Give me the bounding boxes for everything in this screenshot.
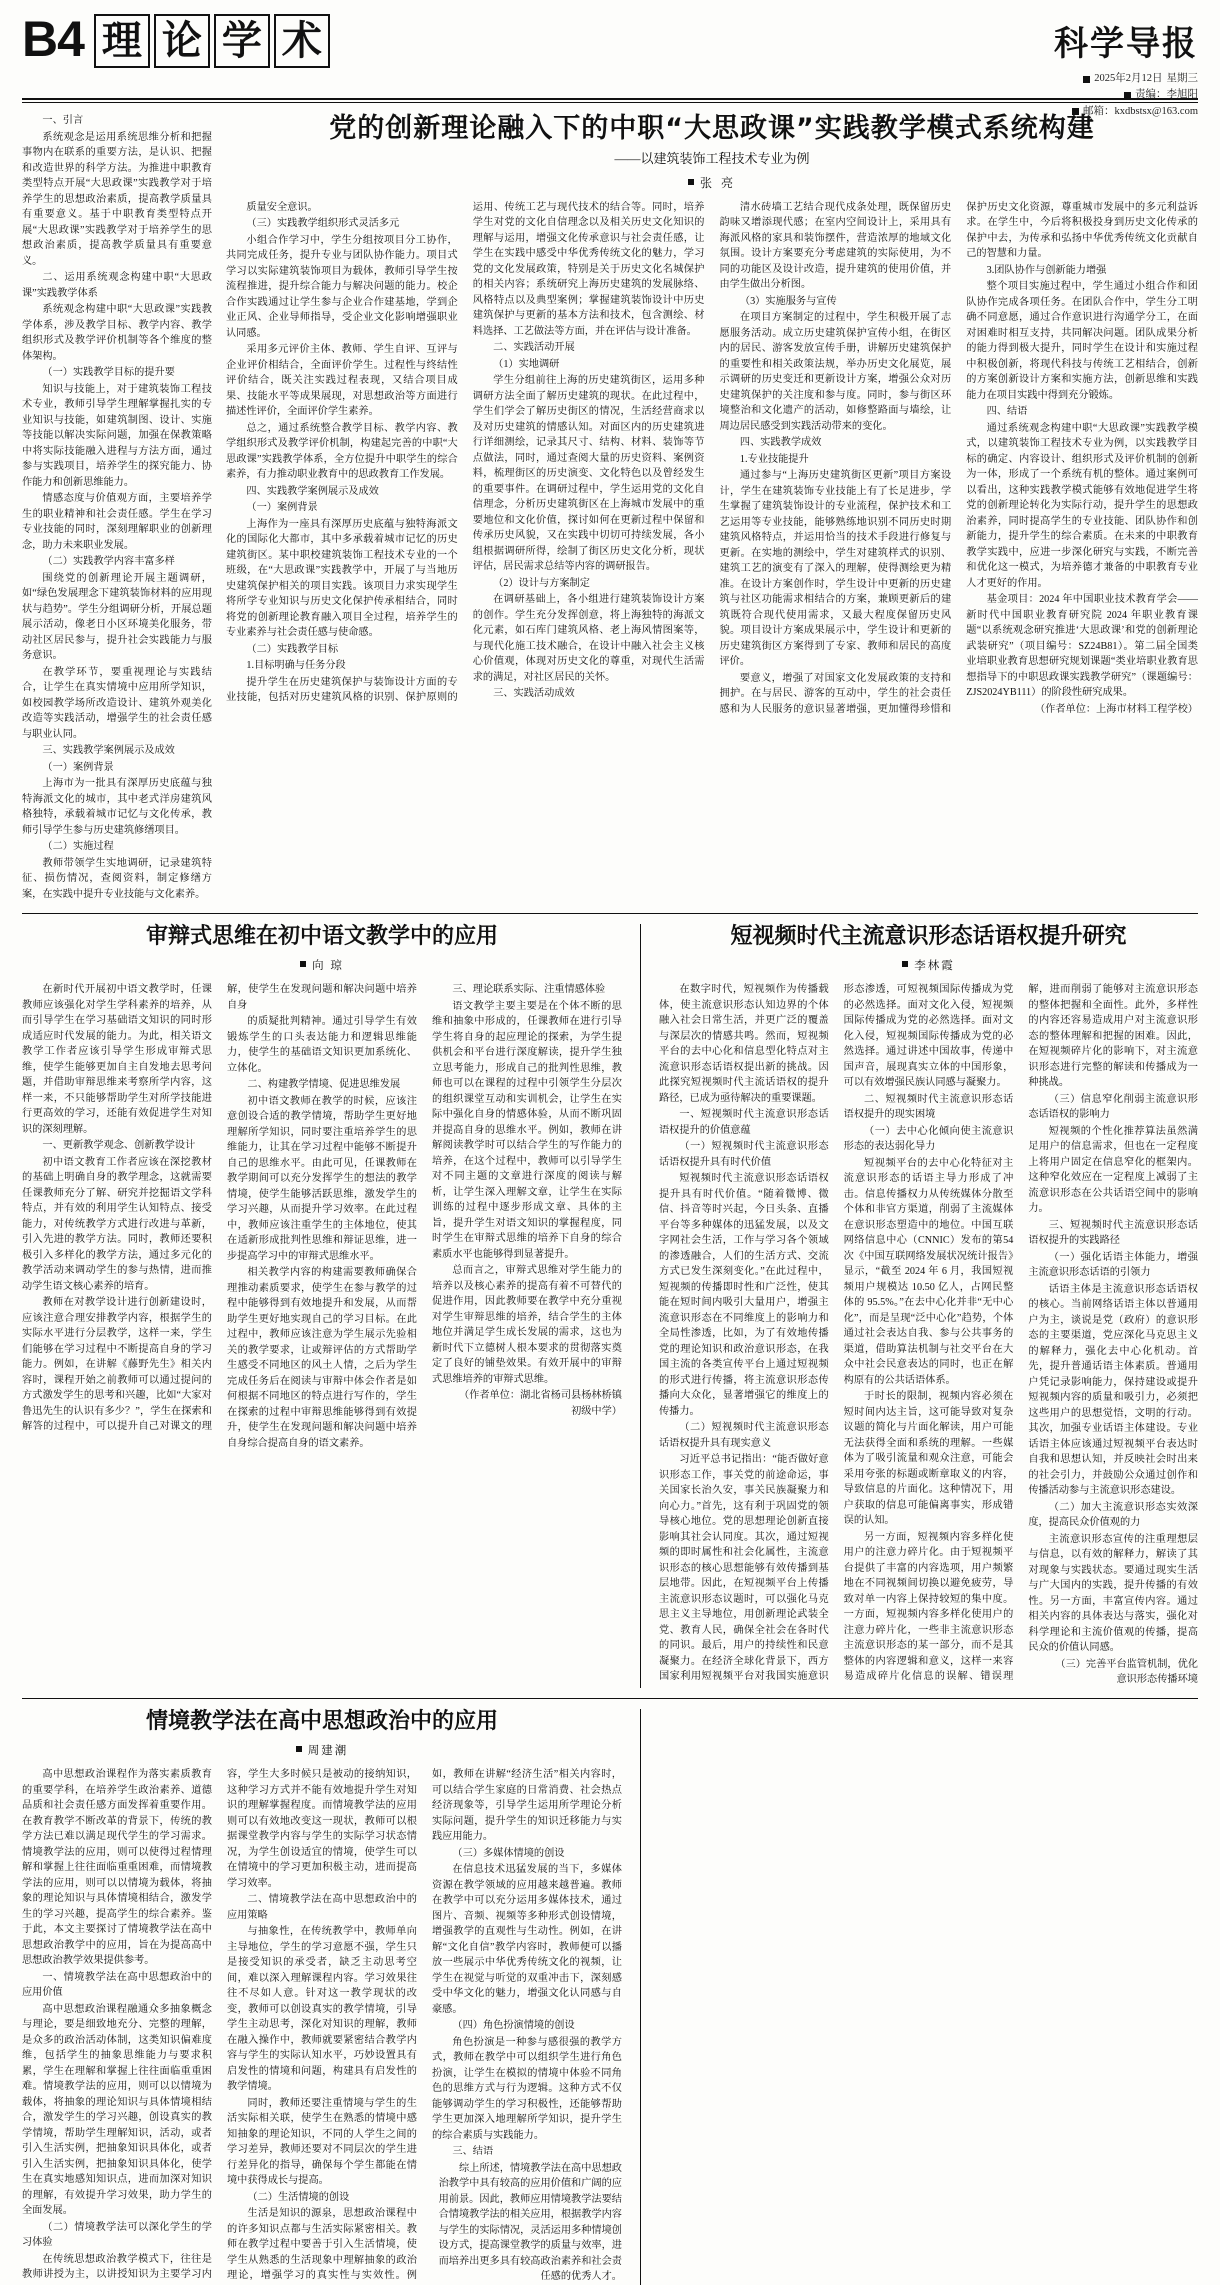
paragraph: 一、情境教学法在高中思想政治中的应用价值 [22, 1971, 212, 1999]
masthead-right [1054, 14, 1198, 120]
paragraph: 通过系统观念构建中职“大思政课”实践教学模式，以建筑装饰工程技术专业为例，以实践教学目标的确定、内容设计、组织形式及评价机制的创新为一体，形成了一个系统有机的整体。通过案例可以看出，这种实践教学模式能够有效地促进学生将党的创新理论转化为实际行动，提升学生的思想政治素养，同时提高学生的专业技能、团队协作和创新能力，提升学生的综合素质。在未来的中职教育教学实践中，应进一步深化研究与实践，不断完善和优化这一模式，为培养德才兼备的中职教育专业人才更好的作用。 [966, 422, 1198, 589]
paragraph: 短视频平台的去中心化特征对主流意识形态的话语主导力形成了冲击。信息传播权力从传统媒体分散至个体和非官方渠道，削弱了主流媒体在意识形态塑造中的地位。中国互联网络信息中心（CNNIC）发布的第54次《中国互联网络发展状况统计报告》显示，“截至 2024 年 6 月，我国短视频用户规模达 10.50 亿人，占网民整体的 95.5%。”在去中心化并非“无中心化”，而是呈现“泛中心化”趋势，个体通过社会表达自我、参与公共事务的渠道，借助算法机制与社交平台在大众中社会民意表达的同时，也正在解构原有的公共话语体系。 [843, 1157, 1014, 1386]
mid-row [22, 924, 1198, 1688]
masthead-rule-thick [22, 98, 1198, 100]
paragraph: （一）实践教学目标的提升要 [42, 367, 175, 378]
paragraph: 三、实践活动成效 [493, 688, 575, 700]
bullet-icon [1124, 92, 1131, 99]
paragraph: 知识与技能上，对于建筑装饰工程技术专业，教师引导学生理解掌握扎实的专业知识与技能，如建筑制图、设计、实施等技能以解决实际问题，加强在保教策略中将实际技能融入进程与方法方面，通过参与实践项目，培养学生的探究能力、协作能力和创新思维能力。 [22, 383, 212, 488]
paragraph: 基金项目：2024 年中国职业技术教育学会——新时代中国职业教育研究院 2024 年职业教育课题“以系统观念研究推进‘大思政课’和党的创新理论武装研究”（项目编号：SZ24B81）。第二届全国类业培职业教育思想研究规划课题“类业培职业教育思想指导下的中职思政课实践教学研究”（课题编号：ZJS2024YB111）的阶段性研究成果。 [966, 594, 1198, 699]
paragraph: 围绕党的创新理论开展主题调研，如“绿色发展理念下建筑装饰材料的应用现状与趋势”。学生分组调研分析，开展总题展示活动，像老日小区环境美化服务，带动社区居民参与，提升社会实践能力与服务意识。 [22, 572, 212, 661]
lead-left-column [22, 113, 212, 903]
paragraph: 高中思想政治课程融通众多抽象概念与理论，要是细致地充分、完整的理解，是众多的政治活动体制，这类知识偏难度维，包括学生的抽象思维能力与要求积累，学生在理解和掌握上往往面临重重困难。情境教学法的应用，则可以以情境为载体，将抽象的理论知识与具体情境相结合，激发学生的学习兴趣，创设真实的教学情境，帮助学生理解知识，活动，或者引入生活实例，把抽象知识具体化，或者引入生活实例，把抽象知识具体化，使学生在真实地感知知识点，进而加深对知识的理解，有效提升学习效果，助力学生的全面发展。 [22, 2003, 212, 2217]
article2-byline [22, 957, 622, 973]
paragraph: （二）实践教学目标 [246, 643, 339, 655]
paragraph: 系统观念构建中职“大思政课”实践教学体系，涉及教学目标、教学内容、教学组织形式及教学评价机制等各个维度的整体架构。 [22, 304, 212, 362]
masthead-editor-row [1054, 87, 1198, 103]
page-number: B4 [22, 11, 84, 67]
editor-label: 责编：李旭阳 [1135, 89, 1198, 101]
article4-headline: 情境教学法在高中思想政治中的应用 [145, 1708, 498, 1734]
paragraph: 语文教学主要主要是在个体不断的思维和抽象中形成的，任课教师在进行引导学生将自身的起应理论的探索，为学生提供机会和平台进行深度解读，提升学生独立思考能力，形成自己的批判性思维，教师也可以在课程的过程中引领学生分层次的组织课堂互动和实训机会，让学生在实际中强化自身的情感体验，从而不断巩固并提高自身的思维水平。例如，教师在讲解阅读教学时可以结合学生的写作能力的培养，在这个过程中，教师可以引导学生对不同主题的文章进行深度的阅读与解析，让学生深入理解文章，让学生在实际训练的过程中逐步形成文章、具体的主旨，提升学生对语文知识的掌握程度，同时学生在审辩式思维的培养下自身的综合素质水平也能够得到显著提升。 [432, 1000, 622, 1260]
lead-body [226, 200, 1198, 718]
lead-affiliation: （作者单位：上海市材料工程学校） [1035, 703, 1198, 715]
paragraph: 短视频的个性化推荐算法虽然满足用户的信息需求，但也在一定程度上将用户固定在信息窄化的框架内。这种窄化效应在一定程度上减弱了主流意识形态在公共话语空间中的影响力。 [1028, 1125, 1198, 1215]
paragraph: （二）加大主流意识形态实效深度，提高民众价值观的力 [1028, 1501, 1198, 1529]
paragraph: （二）实施过程 [42, 841, 114, 852]
paragraph: 二、短视频时代主流意识形态话语权提升的现实困境 [843, 1093, 1014, 1121]
lead-subhead: ——以建筑装饰工程技术专业为例 [614, 151, 810, 167]
article3-headline: 短视频时代主流意识形态话语权提升研究 [730, 924, 1127, 949]
article2-body [22, 982, 622, 1451]
paragraph: 系统观念是运用系统思维分析和把握事物内在联系的重要方法，是认识、把握和改造世界的科学方法。为推进中职教育类型特点开展“大思政课”实践教学对于培养学生的思想政治素质，提高教学质量具有重要意义。基于中职教育类型特点开展“大思政课”实践教学对于培养学生的思想政治素质，提高教学质量具有重要意义。 [22, 131, 212, 267]
paragraph: 三、理论联系实际、注重情感体验 [452, 984, 606, 996]
paragraph: 总之，通过系统整合教学目标、教学内容、教学组织形式及教学评价机制，构建起完善的中职“大思政课”实践教学体系，全方位提升中职学生的综合素养，有力推动职业教育中的思政教育工作发展。 [226, 422, 458, 481]
paragraph: 另一方面，短视频内容多样化使用户的注意力碎片化。由于短视频平台提供了丰富的内容选项，用户频繁地在不同视频间切换以避免疲劳，导致对单一内容上保持较短的集中度。一方面，短视频内容多样化使用户的注意力碎片化，一些非主流意识形态主流意识形态的某一部分，而不是其整体的内容逻辑和意义，这样一来容易造成碎片化信息的误解、错误理解，进而削弱了能够对主流意识形态的整体把握和全面性。此外，多样性的内容还容易造成用户对主流意识形态的整体理解和把握的困难。因此，在短视频碎片化的影响下，对主流意识形态进行完整的解读和传播成为一种挑战。 [843, 984, 1198, 1683]
paragraph: 初中语文教育工作者应该在深挖教材的基础上明确自身的教学理念，这就需要任课教师充分了解、研究并挖掘语文学科特点，并有效的利用学生认知特点、接受能力，对传统教学方式进行改进与革新，引入先进的教学方法。同时，教师还要积极引入多样化的教学方法，通过多元化的教学活动来调动学生的参与热情，进而推动学生语文核心素养的培育。 [22, 1156, 212, 1292]
paragraph: 话语主体是主流意识形态话语权的核心。当前网络话语主体以普通用户为主，谈说是党（政府）的意识形态的主要渠道，党应深化马克思主义的解释力，强化去中心化机动。首先，提升普通话语主体素质。普通用户凭记录影响能力，保持建设或提升短视频内容的质量和吸引力，必须把这些用户的思想觉悟，文明的行动。其次，加强专业话语主体建设。专业话语主体应该通过短视频平台表达时自我和思想认知，并反映社会时出来的社会引力，并鼓励公众通过创作和传播活动参与主流意识形态建设。 [1028, 1283, 1198, 1497]
paragraph: 生活是知识的源泉，思想政治课程中的许多知识点都与生活实际紧密相关。教师在教学过程中要善于引入生活情境，使学生从熟悉的生活现象中理解抽象的政治理论，增强学习的真实性与实效性。例如，教师在讲解“经济生活”相关内容时，可以结合学生家庭的日常消费、社会热点经济现象等，引导学生运用所学理论分析实际问题，提升学生的知识迁移能力与实践应用能力。 [227, 1769, 622, 2282]
paragraph: （一）去中心化倾向使主流意识形态的表达弱化导力 [843, 1125, 1014, 1153]
paragraph: 清水砖墙工艺结合现代戍条处理，既保留历史韵味又增添现代感；在室内空间设计上，采用具有海派风格的家具和装饰摆件，营造浓厚的地域文化氛围。设计方案要充分考虑建筑的实际使用，为不同的功能区及设计改造，提升建筑的使用价值，并由学生做出分析图。 [719, 201, 952, 291]
paragraph: 一、更新教学观念、创新教学设计 [42, 1140, 196, 1152]
paragraph: 习近平总书记指出：“能否做好意识形态工作，事关党的前途命运，事关国家长治久安，事关民族凝聚力和向心力。”首先，这有利于巩固党的领导核心地位。党的思想理论创新直接影响其社会认同度。其次，通过短视频的即时属性和社会化属性，主流意识形态的核心思想能够有效传播到基层地带。因此，在短视频平台上传播主流意识形态议题时，可以强化马克思主义主导地位，用创新理论武装全党、教育人民，确保全社会在各时代的同识。最后，用户的持续性和民意凝聚力。在经济全球化背景下，西方国家利用短视频平台对我国实施意识形态渗透，可短视频国际传播成为党的必然选择。面对文化入侵，短视频国际传播成为党的必然选择。面对文化入侵，短视频国际传播成为党的必然选择。通过讲述中国故事，传递中国声音，展现真实立体的中国形象，可以有效增强民族认同感与凝聚力。 [659, 984, 1014, 1683]
paragraph: 与抽象性，在传统教学中，教师单向主导地位，学生的学习意愿不强，学生只是接受知识的承受者，缺乏主动思考空间，难以深入理解课程内容。学习效果往往不尽如人意。针对这一教学现状的改变，教师可以创设真实的教学情境，引导学生主动思考，深化对知识的理解，教师在融入操作中，教师就要紧密结合教学内容与学生的实际认知水平，巧妙设置具有启发性的情境和问题，构建具有启发性的教学情境。 [227, 1926, 417, 2093]
paragraph: 二、运用系统观念构建中职“大思政课”实践教学体系 [22, 272, 212, 299]
bullet-icon [902, 961, 908, 967]
paragraph: 相关教学内容的构建需要教师确保合理推动素质要求，使学生在参与教学的过程中能够得到有效地提升和发展，从而帮助学生更好地实现自己的学习目标。在此过程中，教师应该注意为学生展示先验相关的教学要求，让或辩评估的方式帮助学生感受不同地区的风土人情，之后为学生完成任务后在阅读与审辩中体会作者是如何根据不同地区的特点进行写作的，学生在探索的过程中审辩思维能够得到有效提升，使学生在发现问题和解决问题中培养自身综合提高自身的语文素养。 [227, 1267, 417, 1449]
bullet-icon [688, 179, 694, 185]
paragraph: （3）实施服务与宣传 [739, 295, 837, 307]
paragraph: （四）角色扮演情境的创设 [452, 2020, 575, 2032]
paragraph: 1.专业技能提升 [739, 453, 809, 465]
paragraph: 短视频时代主流意识形态话语权提升具有时代价值。“随着微博、微信、抖音等时兴起，今日头条、直播平台等多种媒体的迅猛发展，以及文字网社会生活，工作与学习各个领域的渗透融合，人们的生活方式、交流方式已发生深刻变化。”在此过程中，短视频的传播即时性和广泛性，使其能在短时间内吸引大量用户，增强主流意识形态在不同维度上的影响力和全局性渗透，比如，为了有效地传播党的理论知识和政治意识形态，在我国主流的各类宣传平台上通过短视频的形式进行传播，将主流意识形态传播向大众化，显著增强它的维度上的传播力。 [659, 1173, 829, 1417]
paragraph: 教师在对教学设计进行创新建设时，应该注意合理安排教学内容，根据学生的实际水平进行分层教学，这样一来，学生们能够在学习过程中不断提高自身的学习能力。例如，在讲解《藤野先生》相关内容时，课程开始之前教师可以通过提问的方式激发学生的思考和兴趣，比如“大家对鲁迅先生的认识有多少？”，学生在探索和解答的过程中，可以提升自己对课文的理解，使学生在发现问题和解决问题中培养自身 [22, 984, 417, 1433]
article3-body [659, 982, 1198, 1688]
article4-body [22, 1767, 622, 2285]
paragraph: 上海市为一批具有深厚历史底蕴与独特海派文化的城市，其中老式洋房建筑风格独特，承载着城市记忆与文化传承，教师引导学生参与历史建筑修缮项目。 [22, 778, 212, 836]
paragraph: 在传统思想政治教学模式下，往往是教师讲授为主，以讲授知识为主要学习内容，学生大多时候只是被动的接纳知识，这种学习方式并不能有效地提升学生对知识的理解掌握程度。而情境教学法的应用则可以有效地改变这一现状，教师可以根据课堂教学内容与学生的实际学习状态情况，为学生创设适宜的情境，使学生可以在情境中的学习更加积极主动，进而提高学习效率。 [22, 1769, 417, 2281]
paragraph: 总而言之，审辩式思维对学生能力的培养以及核心素养的提高有着不可替代的促进作用，因此教师要在教学中充分重视对学生审辩思维的培养，结合学生的主体地位并满足学生成长发展的需求，这也为新时代下立德树人根本要求的贯彻落实奠定了良好的铺垫效果。有效开展中的审辩式思维培养的审辩式思维。 [432, 1265, 622, 1385]
section-title [94, 14, 330, 68]
paragraph: （二）情境教学法可以深化学生的学习体验 [22, 2221, 212, 2249]
paragraph: 学生分组前往上海的历史建筑街区，运用多种调研方法全面了解历史建筑的现状。在此过程中，学生们学会了解历史街区的情况，生活经营商求以及对历史建筑的情感认知。对面区内的历史建筑进行详细测绘，记录其尺寸、结构、材料、装饰等节点做法，同时，通过查阅大量的历史资料、案例资料，梳理街区的历史演变、文化特色以及曾经发生的重要事件。在调研过程中，学生运用党的文化自信理念，分析历史建筑街区在上海城市发展中的重要地位和文化价值，探讨如何在更新过程中保留和传承历史风貌，又在实践中切切可持续发展，各小组根据调研所得，绘制了街区历史文化分析，现状评估，居民需求总结等内容的调研报告。 [472, 375, 705, 573]
paragraph: （一）案例背景 [42, 761, 114, 773]
article3-author: 李林霞 [914, 960, 955, 973]
paragraph: 整个项目实施过程中，学生通过小组合作和团队协作完成各项任务。在团队合作中，学生分工明确不同意愿，通过合作意识进行沟通学分工，在面对困难时相互支持，共同解决问题。团队成果分析的能力得到极大提升，同时学生在设计和实施过程中积极创新，将现代科技与传统工艺相结合，创新的方案创新设计方案和实施方法，创新思维和实践能力在项目实践中得到充分锻炼。 [966, 281, 1198, 401]
section-divider-1 [22, 913, 1198, 914]
paragraph: 1.目标明确与任务分段 [246, 660, 346, 672]
paragraph: 二、实践活动开展 [493, 342, 575, 354]
masthead-date-row [1054, 71, 1198, 87]
paragraph: 3.团队协作与创新能力增强 [986, 264, 1107, 276]
paragraph: 四、结语 [986, 406, 1028, 418]
article2-affiliation: （作者单位：湖北省杨司县杨林桥镇初级中学） [459, 1390, 622, 1417]
article4-affiliation: 综上所述，情境教学法在高中思想政治教学中具有较高的应用价值和广阔的应用前景。因此，教师应用情境教学法要结合情境教学法的相关应用，根据教学内容与学生的实际情况，灵活运用多种情境创设方式，提高课堂教学的质量与效率，进而培养出更多具有较高政治素养和社会责任感的优秀人才。 [438, 2162, 622, 2283]
article3-byline [659, 957, 1198, 973]
paragraph: 在新时代开展初中语文教学时，任课教师应该强化对学生学科素养的培养，从而引导学生在学习基础语文知识的同时形成适应时代发展的能力。为此，相关语文教学工作者应该引导学生形成审辩式思维，使学生能够更加自主自发地去思考问题，并借助审辩思维来考察所学内容，这样一来，不只能够帮助学生对所学技能进行更高效的学习，还能有效促进学生对知识的深刻理解。 [22, 984, 212, 1135]
paragraph: （三）多媒体情境的创设 [452, 1847, 565, 1859]
paragraph: 的质疑批判精神。通过引导学生有效锻炼学生的口头表达能力和逻辑思维能力，使学生的基础语文知识更加系统化、立体化。 [227, 1016, 417, 1074]
bottom-right-spacer [640, 1709, 1198, 2285]
paragraph: 于时长的限制，视频内容必须在短时间内达主旨，这可能导致对复杂议题的简化与片面化解读，用户可能无法获得全面和系统的理解。一些媒体为了吸引流量和观众注意，可能会采用夸张的标题或断章取义的内容，导致信息的片面化。这种情况下，用户获取的信息可能偏离事实，形成错误的认知。 [843, 1391, 1014, 1527]
paragraph: （三）实践教学组织形式灵活多元 [246, 218, 400, 230]
bullet-icon [1083, 76, 1090, 83]
paragraph: （一）短视频时代主流意识形态话语权提升具有时代价值 [659, 1141, 829, 1168]
paragraph: 采用多元评价主体、教师、学生自评、互评与企业评价相结合，全面评价学生。过程性与终结性评价结合，既关注实践过程表现，又结合项目成果、技能水平等成果展现，对思想政治等方面进行描述性评价，全面评价学生素养。 [226, 344, 458, 418]
paragraph: 一、引言 [42, 115, 84, 126]
paragraph: 小组合作学习中，学生分组按项目分工协作，共同完成任务，提升专业与团队协作能力。项目式学习以实际建筑装饰项目为载体，教师引导学生按流程推进，提升综合能力与解决问题的能力。校企合作实践通过让学生参与企业合作建基地，学到企业正风、企业导师指导，受企业文化影响增强职业认同感。 [226, 234, 458, 339]
paragraph: （一）强化话语主体能力，增强主流意识形态话语的引领力 [1028, 1251, 1198, 1279]
paragraph: 教师带领学生实地调研，记录建筑特征、损伤情况，查阅资料，制定修缮方案，在实践中提升专业技能与文化素养。 [22, 857, 212, 900]
paragraph: （2）设计与方案制定 [493, 577, 590, 589]
paragraph: 二、构建教学情境、促进思维发展 [247, 1079, 401, 1091]
paragraph: （二）生活情境的创设 [247, 2191, 350, 2203]
paragraph: 三、短视频时代主流意识形态话语权提升的实践路径 [1028, 1219, 1198, 1247]
bullet-icon [300, 961, 306, 967]
paragraph: 四、实践教学成效 [739, 437, 822, 449]
masthead [22, 11, 1198, 117]
paragraph: 同时，教师还要注重情境与学生的生活实际相关联，使学生在熟悉的情境中感知抽象的理论知识，不同的人学生之间的学习差异，教师还要对不同层次的学生进行差异化的指导，确保每个学生都能在情境中获得成长与提高。 [227, 2097, 417, 2187]
lead-byline [226, 174, 1198, 191]
bullet-icon [296, 1746, 302, 1752]
paragraph: 主流意识形态宣传的注重理想层与信息，以有效的解释力，解读了其对现象与实践状态。要通过现实生活与广大国内的实践，提升传播的有效性。另一方面，丰富宣传内容。通过相关内容的具体表达与落实，强化对科学理论和主流价值观的传播，提高民众的价值认同感。 [1028, 1533, 1198, 1654]
paragraph: 在教学环节，要重视理论与实践结合，让学生在真实情境中应用所学知识，如校园教学场所改造设计、建筑外观美化改造等实践活动，增强学生的社会责任感与职业认同。 [22, 666, 212, 740]
article4-byline [22, 1742, 622, 1758]
masthead-rule-thin [22, 102, 1198, 103]
paragraph: 在数字时代，短视频作为传播载体，使主流意识形态认知边界的个体融入社会日常生活，并更广泛的覆盖与深层次的情感共鸣。然而，短视频平台的去中心化和信息型化特点对主流意识形态话语权提出新的挑战。因此探究短视频时代主流话语权的提升路径，已成为亟待解决的重要课题。 [659, 984, 829, 1104]
paragraph: 高中思想政治课程作为落实素质教育的重要学科，在培养学生政治素养、道德品质和社会责任感方面发挥着重要作用。在教育教学不断改革的背景下，传统的教学方法已难以满足现代学生的学习需求。情境教学法的应用，则可以使得过程情理解和掌握上往往面临重重困难，而情境教学法的应用，则可以以情境为载体，将抽象的理论知识与具体情境相结合，激发学生的学习兴趣，提高学生的综合素养。鉴于此，本文主要探讨了情境教学法在高中思想政治教学中的应用，旨在为提高高中思想政治教学效果提供参考。 [22, 1769, 212, 1967]
publication-date: 2025年2月12日 [1094, 73, 1163, 84]
paragraph: 在调研基础上，各小组进行建筑装饰设计方案的创作。学生充分发挥创意，将上海独特的海派文化元素，如石库门建筑风格、老上海风情图案等，与现代化施工技术融合，在设计中融入社会主义核心价值观，体现对历史文化的尊重，对现代生活需求的满足，对社区居民的关怀。 [472, 594, 705, 683]
paragraph: （一）案例背景 [246, 502, 318, 514]
publication-weekday: 星期三 [1166, 73, 1198, 84]
paragraph: （1）实地调研 [493, 358, 560, 370]
paragraph: 提升学生在历史建筑保护与装饰设计方面的专业技能，包括对历史建筑风格的识别、保护原则的运用、传统工艺与现代技术的结合等。同时，培养学生对党的文化自信理念以及相关历史文化知识的理解与运用，增强文化传承意识与社会责任感，让学生在实践中感受中华优秀传统文化的魅力，学习党的文化发展政策，特别是关于历史文化名城保护的相关内容；系统研究上海历史建筑的发展脉络、风格特点以及典型案例；掌握建筑装饰设计中历史建筑保护与更新的基本方法和技术，包含测绘、材料选择、工艺做法等方面，并在评估与设计准备。 [226, 201, 705, 704]
article-4 [22, 1709, 622, 2285]
paragraph: 情感态度与价值观方面，主要培养学生的职业精神和社会责任感。学生在学习专业技能的同时，深刻理解职业的创新理念，助力未来职业发展。 [22, 493, 212, 551]
paragraph: 初中语文教师在教学的时候，应该注意创设合适的教学情境，帮助学生更好地理解所学知识，同时要注重培养学生的思维能力，让其在学习过程中能够不断提升自己的思维水平。由此可见，任课教师在教学期间可以充分发挥学生的想法的教学情境，使学生能够活跃思维，激发学生的学习兴趣，从而提升学习效率。在此过程中，教师应该注重学生的主体地位，使其在适新形成批判性思维和辩证思维，进一步提高学习中的审辩式思维水平。 [227, 1095, 417, 1262]
paragraph: 角色扮演是一种参与感很强的教学方式，教师在教学中可以组织学生进行角色扮演，让学生在模拟的情境中体验不同角色的思维方式与行为逻辑。这种方式不仅能够调动学生的学习积极性，还能够帮助学生更加深入地理解所学知识，提升学生的综合素质与实践能力。 [432, 2036, 622, 2141]
article-2 [22, 924, 622, 1688]
article2-author: 向 琼 [312, 960, 344, 973]
masthead-left [22, 11, 330, 68]
lead-headline: 党的创新理论融入下的中职“大思政课”实践教学模式系统构建 [329, 113, 1095, 144]
paragraph: 通过参与“上海历史建筑街区更新”项目方案设计，学生在建筑装饰专业技能上有了长足进步，学生掌握了建筑装饰设计的专业流程，保护技术和工艺运用等专业技能，能够熟练地识别不同历史时期建筑风格特点，并运用恰当的技术手段进行修复与更新。在实地的测绘中，学生对建筑样式的识别、建筑工艺的演变有了深入的理解，使得测绘更为精准。在设计方案创作时，学生设计中更新的历史建筑与社区功能需求相结合的方案，兼顾更新后的建筑既符合现代使用需求，又最大程度保留历史风貌。项目设计方案成果展示中，学生设计和更新的历史建筑街区方案得到了专家、教师和居民的高度评价。 [719, 470, 952, 668]
paragraph: 质量安全意识。 [246, 201, 318, 213]
paragraph: 三、结语 [452, 2146, 494, 2158]
lead-article [22, 113, 1198, 903]
section-char-2: 论 [154, 14, 210, 68]
paragraph: （二）短视频时代主流意识形态话语权提升具有现实意义 [659, 1422, 829, 1449]
paragraph: 在项目方案制定的过程中，学生积极开展了志愿服务活动。成立历史建筑保护宣传小组，在街区内的居民、游客发放宣传手册，讲解历史建筑保护的重要性和相关政策法规，举办历史文化展览，展示调研的历史变迁和更新设计方案，增强公众对历史建筑保护的关注度和参与度。同时，参与街区环境整治和文化遗产的活动，如修整路面与墙绘，让周边居民感受到实践活动带来的变化。 [719, 312, 952, 432]
paragraph: 四、实践教学案例展示及成效 [246, 485, 379, 497]
section-char-3: 学 [214, 14, 270, 68]
section-divider-2 [22, 1698, 1198, 1699]
paragraph: 一、短视频时代主流意识形态话语权提升的价值意蕴 [659, 1109, 829, 1136]
paper-name: 科学导报 [1054, 24, 1198, 64]
article3-affiliation: （三）完善平台监管机制，优化意识形态传播环境 [1055, 1658, 1198, 1686]
bottom-row [22, 1709, 1198, 2285]
article2-headline: 审辩式思维在初中语文教学中的应用 [145, 924, 498, 949]
paragraph: 二、情境教学法在高中思想政治中的应用策略 [227, 1894, 417, 1921]
lead-right-column [226, 113, 1198, 903]
paragraph: 在信息技术迅猛发展的当下，多媒体资源在教学领域的应用越来越普遍。教师在教学中可以充分运用多媒体技术，通过图片、音频、视频等多种形式创设情境，增强教学的直观性与生动性。例如，在讲解“文化自信”教学内容时，教师便可以播放一些展示中华优秀传统文化的视频，让学生在视觉与听觉的双重冲击下，深刻感受中华文化的魅力，增强文化认同感与自豪感。 [432, 1864, 622, 2015]
lead-author: 张 亮 [699, 175, 736, 190]
paragraph: 要意义，增强了对国家文化发展政策的支持和拥护。在与居民、游客的互动中，学生的社会责任感和为人民服务的意识显著增强，更加懂得珍惜和保护历史文化资源，尊重城市发展中的多元利益诉求。在学生中，今后将积极投身到历史文化传承的保护中去，为传承和弘扬中华优秀传统文化贡献自己的智慧和力量。 [719, 201, 1198, 715]
paragraph: （三）信息窄化削弱主流意识形态话语权的影响力 [1028, 1093, 1198, 1121]
article-3 [640, 924, 1198, 1688]
paragraph: 三、实践教学案例展示及成效 [42, 745, 175, 756]
email-label: 邮箱：kxdbstsx@163.com [1083, 105, 1198, 117]
section-char-1: 理 [94, 14, 150, 68]
lead-left-body [22, 113, 212, 903]
section-char-4: 术 [274, 14, 330, 68]
paragraph: （二）实践教学内容丰富多样 [42, 556, 175, 567]
paragraph: 上海作为一座具有深厚历史底蕴与独特海派文化的国际化大都市，其中多承载着城市记忆的历史建筑街区。某中职校建筑装饰工程技术专业的一个班级，在“大思政课”实践教学中，开展了与当地历史建筑保护相关的项目实践。该项目力求实现学生将所学专业知识与历史文化保护传承相结合，同时将党的创新理论教育融入项目全过程，培养学生的专业素养与社会责任感与使命感。 [226, 518, 458, 639]
article4-author: 周建潮 [307, 1745, 349, 1758]
